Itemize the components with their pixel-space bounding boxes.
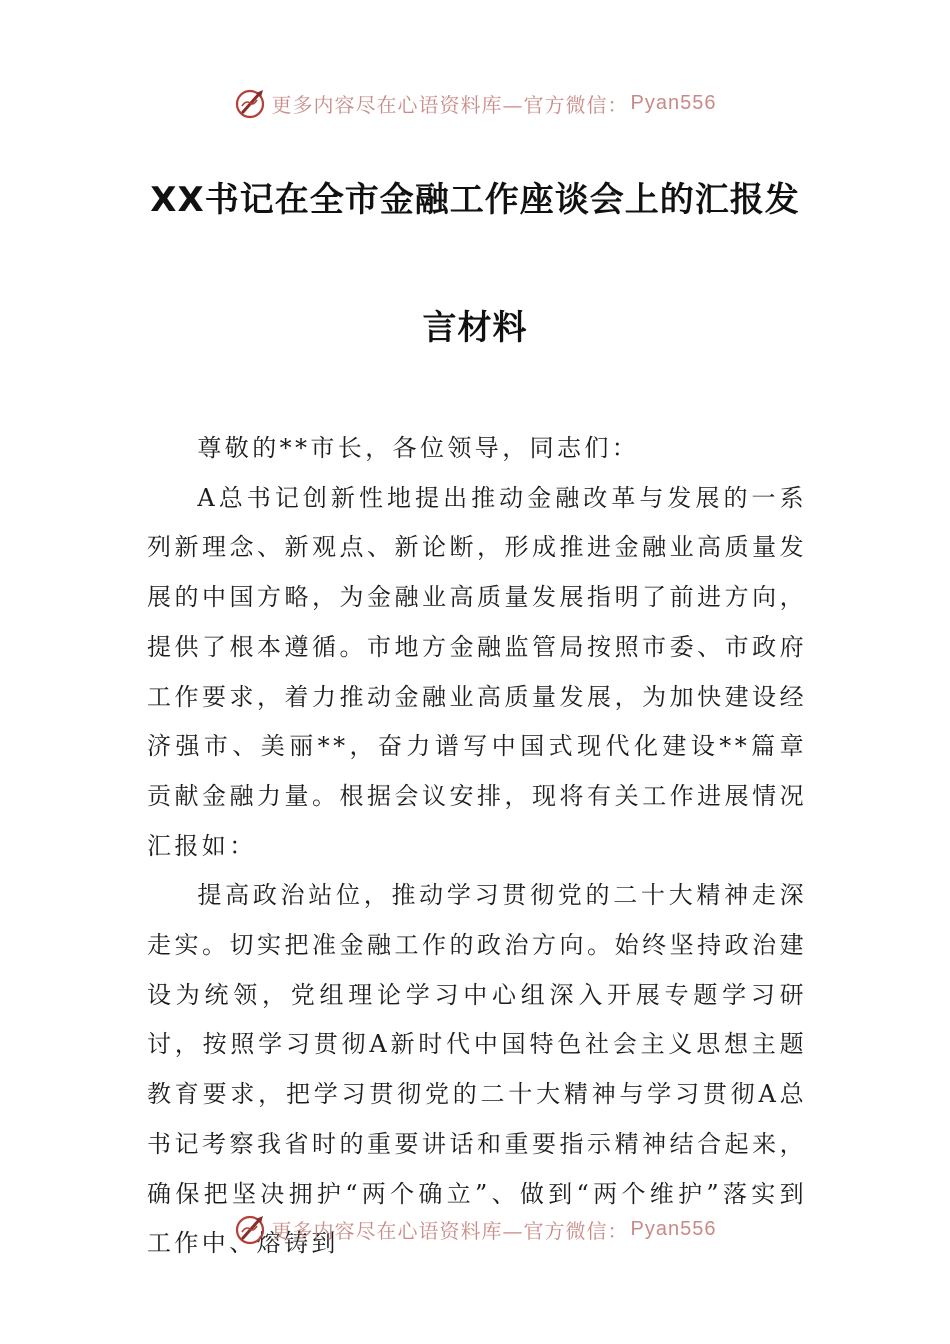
paragraph-political-stance: 提高政治站位，推动学习贯彻党的二十大精神走深走实。切实把准金融工作的政治方向。始终坚持政治建设为统领，党组理论学习中心组深入开展专题学习研讨，按照学习贯彻A新时代中国特色社会主义思想主题教育要求，把学习贯彻党的二十大精神与学习贯彻A总书记考察我省时的重要讲话和重要指示精神结合起来，确保把坚决拥护“两个确立”、做到“两个维护”落实到工作中、熔铸到 <box>147 881 807 1258</box>
salutation: 尊敬的**市长，各位领导，同志们： <box>197 434 640 462</box>
watermark-header <box>0 83 950 123</box>
document-body <box>147 424 807 1269</box>
document-title-line-1: XX书记在全市金融工作座谈会上的汇报发 <box>150 180 800 220</box>
watermark-wechat-id: Pyan556 <box>630 1217 717 1240</box>
pen-logo-icon <box>234 86 268 120</box>
watermark-text: 更多内容尽在心语资料库—官方微信： <box>271 92 629 117</box>
watermark-wechat-id: Pyan556 <box>630 91 717 114</box>
paragraph-intro: A总书记创新性地提出推动金融改革与发展的一系列新理念、新观点、新论断，形成推进金融业高质量发展的中国方略，为金融业高质量发展指明了前进方向，提供了根本遵循。市地方金融监管局按照市委、市政府工作要求，着力推动金融业高质量发展，为加快建设经济强市、美丽**，奋力谱写中国式现代化建设**篇章贡献金融力量。根据会议安排，现将有关工作进展情况汇报如： <box>147 483 807 860</box>
pen-logo-icon <box>234 1212 268 1246</box>
watermark-text: 更多内容尽在心语资料库—官方微信： <box>271 1218 629 1243</box>
watermark-footer <box>0 1209 950 1249</box>
document-title-line-2: 言材料 <box>422 308 528 348</box>
